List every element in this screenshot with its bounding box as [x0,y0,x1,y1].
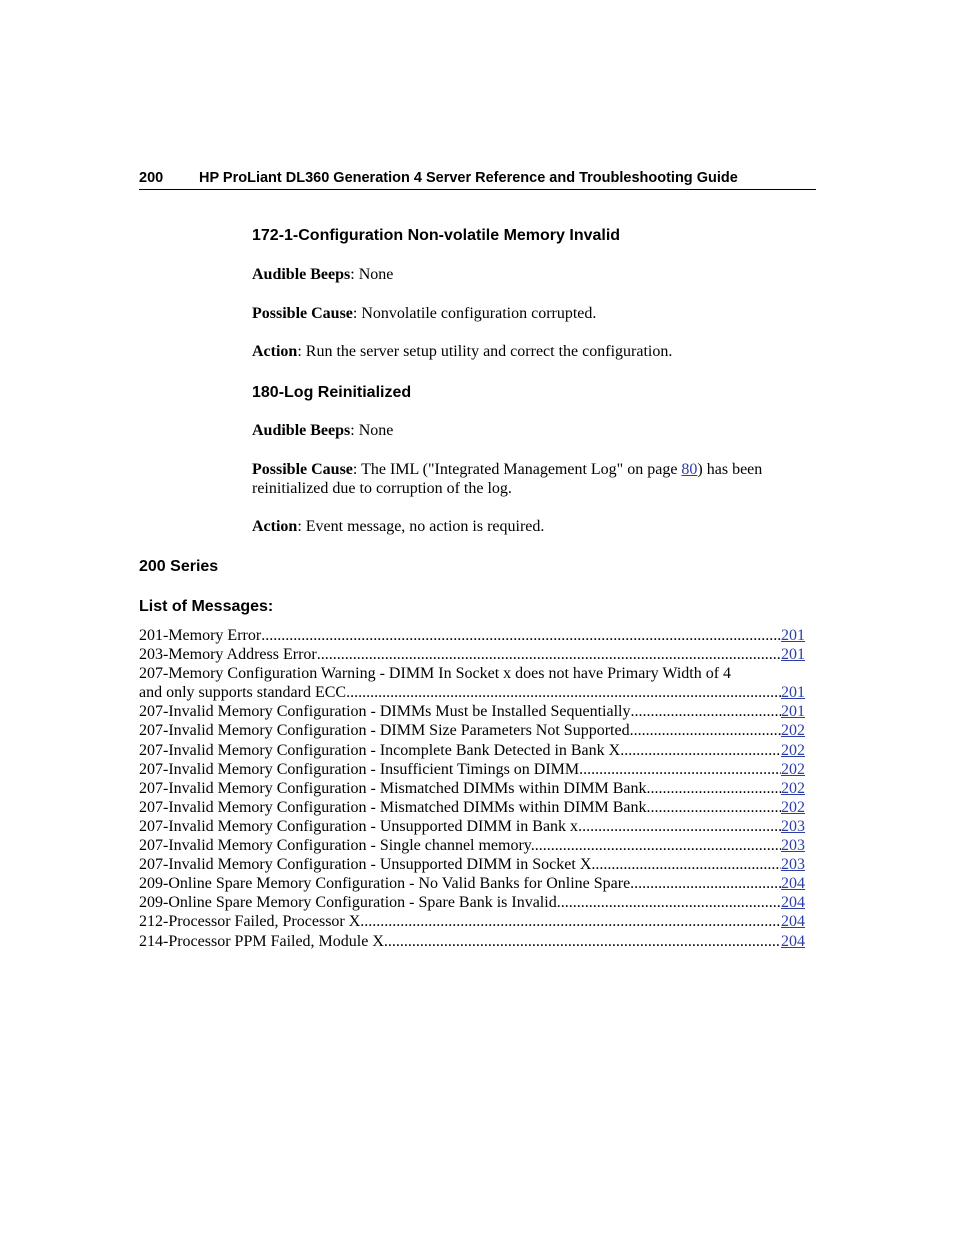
beeps-value: : None [350,422,394,439]
cause-text-tail: ) has been reinitialized due to corruption of the log. [252,461,763,497]
toc-entry-text: and only supports standard ECC [139,684,347,702]
header-title: HP ProLiant DL360 Generation 4 Server Reference and Troubleshooting Guide [199,170,738,186]
toc-entry-text: 207-Invalid Memory Configuration - DIMM Size Parameters Not Supported. [139,722,634,740]
toc-page-link[interactable]: 201 [781,703,805,721]
beeps-label: Audible Beeps [252,266,351,283]
beeps-label: Audible Beeps [252,422,351,439]
toc-entry-text: 209-Online Spare Memory Configuration - Spare Bank is Invalid [139,894,557,912]
toc-entry [139,893,805,912]
toc-entry [139,626,805,645]
cause-text: : The IML ("Integrated Management Log" on page [352,461,682,478]
toc-entry [139,855,805,874]
cause-180 [252,460,812,498]
toc-entry-text: 209-Online Spare Memory Configuration - No Valid Banks for Online Spare [139,875,631,893]
toc-page-link[interactable]: 202 [781,798,805,816]
toc-entry-text: 207-Invalid Memory Configuration - Unsupported DIMM in Socket X [139,856,592,874]
toc-entry [139,912,805,931]
running-header [139,169,816,190]
leader-dots [384,932,781,951]
heading-180: 180-Log Reinitialized [252,384,412,401]
toc-entry-text: 214-Processor PPM Failed, Module X [139,932,384,950]
toc-entry [139,741,805,760]
toc-entry-text: 212-Processor Failed, Processor X [139,913,361,931]
toc-entry [139,932,805,951]
leader-dots [620,741,781,760]
toc-entry [139,874,805,893]
leader-dots [630,702,781,721]
leader-dots [578,817,781,836]
leader-dots [647,779,782,798]
page-number: 200 [139,170,164,186]
toc-entry-text: 207-Invalid Memory Configuration - Mismatched DIMMs within DIMM Bank [139,779,647,797]
series-heading: 200 Series [139,558,219,575]
toc-page-link[interactable]: 203 [781,856,805,874]
toc-entry [139,817,805,836]
page-link-80[interactable]: 80 [681,461,698,478]
cause-label: Possible Cause [252,461,353,478]
leader-dots [261,626,781,645]
toc-page-link[interactable]: 204 [781,875,805,893]
toc-page-link[interactable]: 201 [781,627,805,644]
action-172 [252,342,672,361]
toc-page-link[interactable]: 203 [781,837,805,855]
toc-page-link[interactable]: 201 [781,646,805,664]
cause-172 [252,304,596,323]
beeps-180 [252,421,393,440]
beeps-172 [252,265,393,284]
toc-entry-text: 207-Invalid Memory Configuration - DIMMs Must be Installed Sequentially [139,703,631,721]
beeps-value: : None [350,266,394,283]
toc-page-link[interactable]: 201 [781,684,805,702]
toc-entry-text: 201-Memory Error [139,627,262,644]
toc-entry [139,760,805,779]
leader-dots [591,855,781,874]
toc-entry-text: 207-Invalid Memory Configuration - Insufficient Timings on DIMM [139,760,580,778]
toc-page-link[interactable]: 204 [781,913,805,931]
toc-page-link[interactable]: 204 [781,932,805,950]
toc-entry [139,683,805,702]
leader-dots [647,798,782,817]
list-heading: List of Messages: [139,598,274,615]
action-value: : Event message, no action is required. [297,518,545,535]
toc-page-link[interactable]: 203 [781,817,805,835]
leader-dots [579,760,781,779]
toc-entry-text: 207-Invalid Memory Configuration - Single channel memory... [139,837,543,855]
toc-page-link[interactable]: 202 [781,741,805,759]
message-list [139,626,805,951]
action-label: Action [252,518,298,535]
cause-label: Possible Cause [252,305,353,322]
toc-page-link[interactable]: 202 [781,779,805,797]
toc-page-link[interactable]: 204 [781,894,805,912]
leader-dots [630,874,781,893]
toc-entry [139,702,805,721]
toc-entry [139,836,805,855]
toc-entry-text-line1: 207-Memory Configuration Warning - DIMM In Socket x does not have Primary Width of 4 [139,665,732,683]
toc-page-link[interactable]: 202 [781,760,805,778]
leader-dots [543,836,781,855]
action-value: : Run the server setup utility and correct the configuration. [297,343,673,360]
toc-entry-text: 207-Invalid Memory Configuration - Incomplete Bank Detected in Bank X [139,741,621,759]
action-label: Action [252,343,298,360]
toc-entry [139,721,805,740]
toc-entry-text: 203-Memory Address Error [139,646,317,664]
cause-value: : Nonvolatile configuration corrupted. [352,305,597,322]
leader-dots [360,912,781,931]
leader-dots [346,683,781,702]
toc-entry [139,645,805,664]
toc-entry [139,798,805,817]
toc-entry-text: 207-Invalid Memory Configuration - Unsupported DIMM in Bank x [139,817,579,835]
leader-dots [557,893,781,912]
toc-entry [139,779,805,798]
leader-dots [634,721,781,740]
toc-page-link[interactable]: 202 [781,722,805,740]
action-180 [252,517,544,536]
toc-entry-text: 207-Invalid Memory Configuration - Mismatched DIMMs within DIMM Bank [139,798,647,816]
heading-172: 172-1-Configuration Non-volatile Memory Invalid [252,227,621,244]
leader-dots [317,645,781,664]
